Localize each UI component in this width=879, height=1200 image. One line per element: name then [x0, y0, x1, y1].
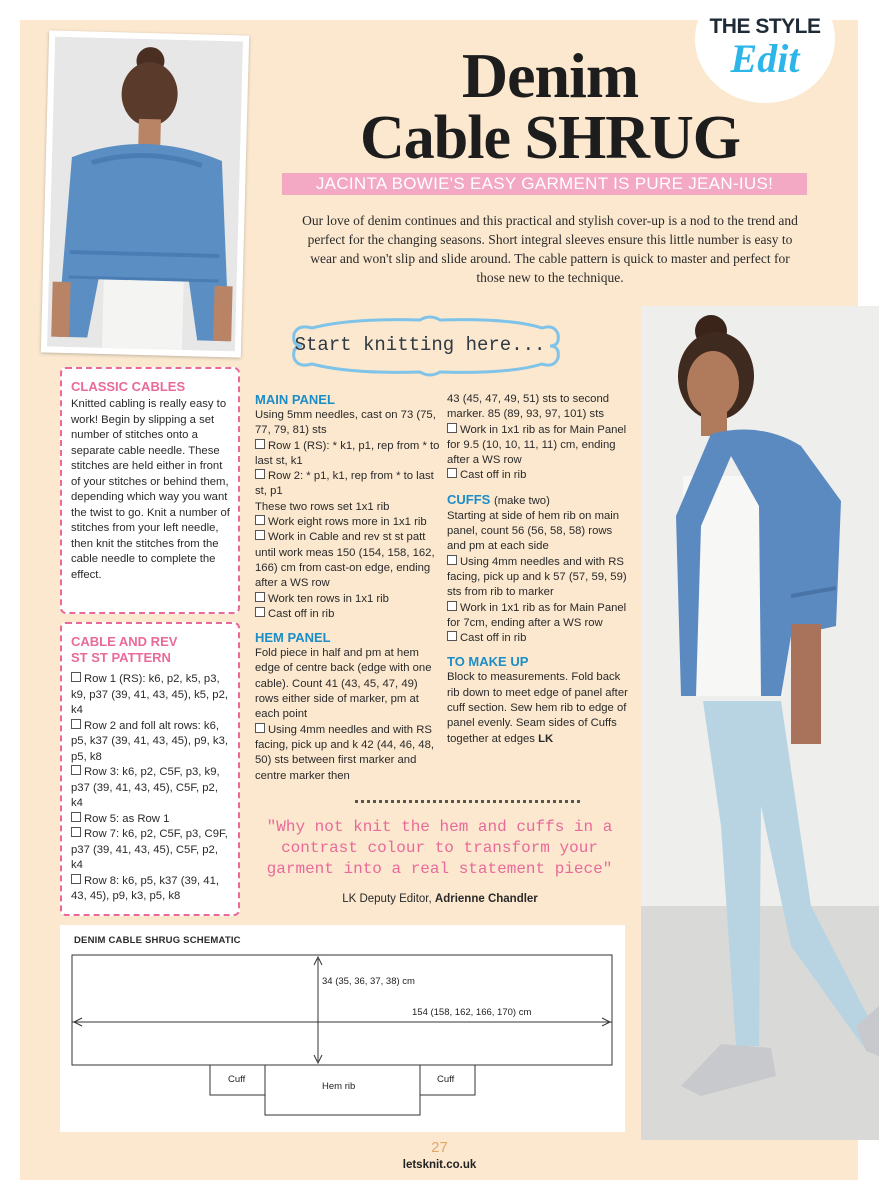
step-text: Work in 1x1 rib as for Main Panel for 9.5 (10, 10, 11, 11) cm, ending after a WS row [447, 423, 627, 467]
page-number: 27 [431, 1139, 448, 1156]
pattern-row-text: Row 8: k6, p5, k37 (39, 41, 43, 45), p9, k3, p5, k8 [71, 874, 220, 902]
schematic-width-label: 154 (158, 162, 166, 170) cm [412, 1007, 532, 1018]
checkbox-icon [447, 555, 457, 565]
checkbox-icon [71, 827, 81, 837]
cable-pattern-heading [62, 624, 238, 666]
checkbox-icon [71, 874, 81, 884]
checkbox-icon [447, 601, 457, 611]
start-knitting-banner [290, 314, 590, 378]
credit-name: Adrienne Chandler [434, 893, 538, 905]
editor-quote: "Why not knit the hem and cuffs in a contrast colour to transform your garment into a real statement piece" [266, 818, 613, 878]
instructions-column-2 [447, 392, 632, 747]
cuffs-step [447, 631, 632, 646]
step-text: Work eight rows more in 1x1 rib [268, 516, 427, 529]
classic-cables-body: Knitted cabling is really easy to work! Begin by slipping a set number of stitches onto a separate cable needle. These stitches are held either in front of your stitches or behind them, depending which way you want the twist to go. Knit a number of stitches from your left needle, then knit the stitches from the cable needle to complete the effect. [71, 398, 230, 581]
pattern-row-text: Row 2 and foll alt rows: k6, p5, k37 (39, 41, 43, 45), p9, k3, p5, k8 [71, 719, 229, 763]
badge-line1: THE STYLE [709, 15, 821, 38]
main-panel-step [255, 439, 440, 470]
schematic-diagram [60, 925, 625, 1132]
make-up-end-mark: LK [538, 732, 554, 745]
cable-pattern-box [60, 622, 240, 916]
cuffs-heading [447, 492, 632, 509]
quote-divider [355, 800, 580, 803]
step-text: Work in 1x1 rib as for Main Panel for 7cm, ending after a WS row [447, 601, 627, 629]
hem-panel-heading: HEM PANEL [255, 630, 331, 646]
checkbox-icon [255, 530, 265, 540]
title-line2: Cable SHRUG [360, 103, 740, 172]
checkbox-icon [447, 423, 457, 433]
checkbox-icon [71, 765, 81, 775]
cuffs-heading-paren: (make two) [493, 494, 550, 507]
main-panel-step [255, 469, 440, 500]
hem-panel-intro: Fold piece in half and pm at hem edge of centre back (edge with one cable). Count 41 (43, 45, 47, 49) rows either side of marker, pm at each point [255, 647, 432, 721]
schematic-cuff-left: Cuff [228, 1074, 246, 1085]
pattern-row [71, 827, 232, 874]
checkbox-icon [255, 469, 265, 479]
step-text: Cast off in rib [268, 607, 335, 620]
checkbox-icon [71, 672, 81, 682]
checkbox-icon [255, 439, 265, 449]
article-subtitle: JACINTA BOWIE'S EASY GARMENT IS PURE JEAN-IUS! [282, 173, 807, 195]
back-view-illustration [47, 37, 243, 352]
cable-pattern-rows [71, 672, 232, 905]
main-panel-step [255, 530, 440, 591]
main-panel-step [255, 592, 440, 607]
step-text: Work ten rows in 1x1 rib [268, 592, 389, 605]
checkbox-icon [447, 631, 457, 641]
pattern-row [71, 874, 232, 905]
article-title [300, 40, 800, 172]
front-view-photo [641, 306, 879, 1140]
make-up-text: Block to measurements. Fold back rib down to meet edge of panel after cuff section. Sew hem rib to edge of panel evenly. Seam sides of Cuffs together at edges [447, 671, 628, 745]
classic-cables-heading: CLASSIC CABLES [71, 379, 186, 394]
checkbox-icon [255, 607, 265, 617]
pattern-row-text: Row 3: k6, p2, C5F, p3, k9, p37 (39, 41, 43, 45), C5F, p2, k4 [71, 766, 220, 809]
title-line1: Denim [461, 40, 639, 111]
main-panel-intro: Using 5mm needles, cast on 73 (75, 77, 79, 81) sts [255, 409, 436, 437]
main-panel-note: These two rows set 1x1 rib [255, 500, 390, 513]
schematic-height-label: 34 (35, 36, 37, 38) cm [322, 976, 415, 987]
classic-cables-box [60, 367, 240, 614]
step-text: Using 4mm needles and with RS facing, pick up and k 57 (57, 59, 59) sts from rib to marker [447, 555, 627, 599]
step-text: Cast off in rib [460, 632, 527, 645]
pattern-row-text: Row 7: k6, p2, C5F, p3, C9F, p37 (39, 41, 43, 45), C5F, p2, k4 [71, 828, 228, 871]
checkbox-icon [71, 719, 81, 729]
pattern-row [71, 719, 232, 766]
schematic-hem-rib: Hem rib [322, 1081, 356, 1092]
step-text: Row 1 (RS): * k1, p1, rep from * to last st, k1 [255, 439, 440, 467]
cuffs-step [447, 601, 632, 632]
pattern-row-text: Row 1 (RS): k6, p2, k5, p3, k9, p37 (39, 41, 43, 45), k5, p2, k4 [71, 673, 229, 716]
cable-pattern-heading-line2: ST ST PATTERN [71, 650, 171, 665]
credit-role: LK Deputy Editor, [342, 893, 432, 905]
main-panel-step [255, 515, 440, 530]
checkbox-icon [255, 592, 265, 602]
hem-panel-step [255, 723, 440, 784]
pattern-row [71, 672, 232, 719]
step-text: Using 4mm needles and with RS facing, pick up and k 42 (44, 46, 48, 50) sts between first marker and centre marker then [255, 723, 434, 782]
start-knitting-label: Start knitting here... [294, 334, 546, 356]
intro-paragraph: Our love of denim continues and this practical and stylish cover-up is a nod to the trend and perfect for the changing seasons. Short integral sleeves ensure this little number is easy to wear and won't slip and slide around. The cable pattern is quick to master and perfect for those new to the technique. [302, 213, 798, 285]
make-up-heading: TO MAKE UP [447, 654, 529, 670]
checkbox-icon [71, 812, 81, 822]
step-text: Row 2: * p1, k1, rep from * to last st, p1 [255, 470, 434, 498]
hem-panel-step [447, 423, 632, 469]
pattern-row-text: Row 5: as Row 1 [84, 812, 170, 825]
schematic-title: DENIM CABLE SHRUG SCHEMATIC [74, 935, 241, 946]
schematic-cuff-right: Cuff [437, 1074, 455, 1085]
make-up-body [447, 670, 632, 746]
checkbox-icon [255, 723, 265, 733]
quote-credit [300, 893, 580, 905]
checkbox-icon [255, 515, 265, 525]
cuffs-intro: Starting at side of hem rib on main panel, count 56 (56, 58, 58) rows and pm at each side [447, 509, 620, 553]
website-url: letsknit.co.uk [402, 1159, 477, 1171]
schematic-panel [60, 925, 625, 1132]
hem-panel-continued: 43 (45, 47, 49, 51) sts to second marker. 85 (89, 93, 97, 101) sts [447, 393, 610, 421]
checkbox-icon [447, 468, 457, 478]
step-text: Cast off in rib [460, 469, 527, 482]
cable-pattern-heading-line1: CABLE AND REV [71, 634, 178, 649]
hem-panel-step [447, 468, 632, 483]
cuffs-step [447, 555, 632, 601]
back-view-photo [41, 30, 249, 357]
main-panel-step [255, 607, 440, 622]
pattern-row [71, 765, 232, 812]
main-panel-heading: MAIN PANEL [255, 392, 335, 407]
pattern-row [71, 812, 232, 828]
instructions-column-1 [255, 392, 440, 784]
step-text: Work in Cable and rev st st patt until work meas 150 (154, 158, 162, 166) cm from cast-on edge, ending after a WS row [255, 531, 435, 590]
front-view-illustration [641, 306, 879, 1140]
badge-line2: Edit [730, 36, 800, 81]
cuffs-heading-text: CUFFS [447, 491, 491, 507]
